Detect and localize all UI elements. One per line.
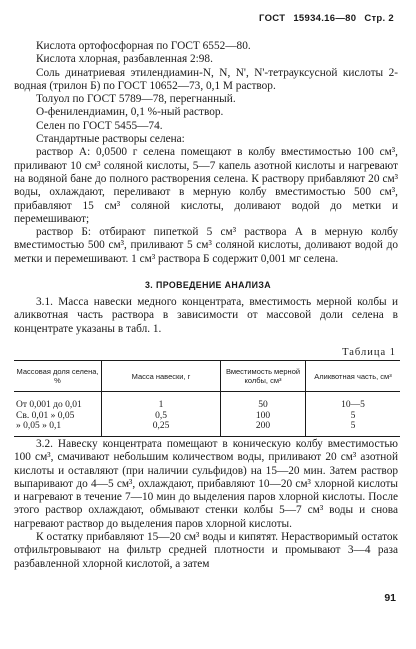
paragraph-3-1 <box>14 296 398 336</box>
table-cell: 0,5 <box>102 411 221 422</box>
solution-b-paragraph: раствор Б: отбирают пипеткой 5 см³ раствора А в мерную колбу вместимостью 500 см³, приливают 5 см³ соляной кислоты, доливают водой до метки и перемешивают. 1 см³ раствора Б содержит 0,001 мг селена. <box>14 226 398 265</box>
table-cell: 5 <box>306 411 401 422</box>
paragraph-continuation: К остатку прибавляют 15—20 см³ воды и кипятят. Нерастворимый остаток отфильтровывают на фильтр средней плотности и промывают 3—4 раза разбавленной хлорной кислотой, а затем <box>14 531 398 570</box>
section-title: 3. ПРОВЕДЕНИЕ АНАЛИЗА <box>145 280 271 290</box>
table-cell: » 0,05 » 0,1 <box>14 421 102 436</box>
table-header-cell: Аликвотная часть, см³ <box>306 361 401 392</box>
table-cell: Св. 0,01 » 0,05 <box>16 410 75 421</box>
header-page: Стр. 2 <box>364 13 394 24</box>
table-cell: 5 <box>306 421 401 436</box>
table-cell: 100 <box>221 411 306 422</box>
reagents-block <box>14 40 398 266</box>
table-cell: 200 <box>221 421 306 436</box>
reagent-line: Стандартные растворы селена: <box>36 133 185 146</box>
table-header-cell: Вместимость мерной колбы, см³ <box>221 361 306 392</box>
paragraph-3-1-text: 3.1. Масса навески медного концентрата, вместимость мерной колбы и аликвотная часть раствора в зависимости от массовой доли селена в концентрате указаны в табл. 1. <box>14 296 398 335</box>
paragraph-3-2-text: 3.2. Навеску концентрата помещают в коническую колбу вместимостью 100 см³, смачивают небольшим количеством воды, приливают 20 см³ азотной кислоты и оставляют (при наличии сульфидов) на 15—20 мин. Затем раствор выпаривают до 4—5 см³, охлаждают, прибавляют 10—20 см³ хлорной кислоты и нагревают в течение 7—10 мин до выделения паров хлорной кислоты. После этого раствор охлаждают, обмывают стенки колбы 5—7 см³ воды и снова нагревают раствор до выделения паров хлорной кислоты. <box>14 438 398 530</box>
header-standard-number: 15934.16—80 <box>293 13 357 24</box>
table-cell: 10—5 <box>306 392 401 411</box>
reagent-line: Кислота ортофосфорная по ГОСТ 6552—80. <box>36 40 251 52</box>
paragraph-3-2 <box>14 438 398 571</box>
page-header <box>251 13 394 24</box>
reagent-line: Соль динатриевая этилендиамин-N, N, N', N'-тетрауксусной кислоты 2-водная (трилон Б) по ГОСТ 10652—73, 0,1 М раствор. <box>14 66 398 92</box>
table-row <box>14 411 400 422</box>
reagent-line: Селен по ГОСТ 5455—74. <box>36 119 163 132</box>
table-header-cell: Массовая доля селена, % <box>14 361 102 392</box>
solution-a-paragraph: раствор А: 0,0500 г селена помещают в колбу вместимостью 100 см³, приливают 10 см³ соляной кислоты, 5—7 капель азотной кислоты и нагревают на водяной бане до полного растворения селена. К раствору прибавляют 20 см³ воды, охлаждают, переливают в мерную колбу вместимостью 500 см³, прибавляют 15 см³ соляной кислоты, доливают водой до метки и перемешивают; <box>14 146 398 225</box>
reagent-line: Толуол по ГОСТ 5789—78, перегнанный. <box>36 93 236 106</box>
table-cell: 1 <box>102 392 221 411</box>
reagent-line: О-фенилендиамин, 0,1 %-ный раствор. <box>36 106 224 119</box>
table-1 <box>14 360 400 437</box>
reagent-line: Кислота хлорная, разбавленная 2:98. <box>36 53 213 66</box>
page-number: 91 <box>384 592 396 604</box>
table-cell: 0,25 <box>102 421 221 436</box>
table-header-cell: Масса навески, г <box>102 361 221 392</box>
table-cell: От 0,001 до 0,01 <box>16 400 82 410</box>
table-row <box>14 392 400 411</box>
header-gost: ГОСТ <box>259 13 286 24</box>
table-cell: 50 <box>221 392 306 411</box>
table-header-row <box>14 361 400 392</box>
table-row <box>14 421 400 436</box>
table-caption: Таблица 1 <box>342 347 396 358</box>
